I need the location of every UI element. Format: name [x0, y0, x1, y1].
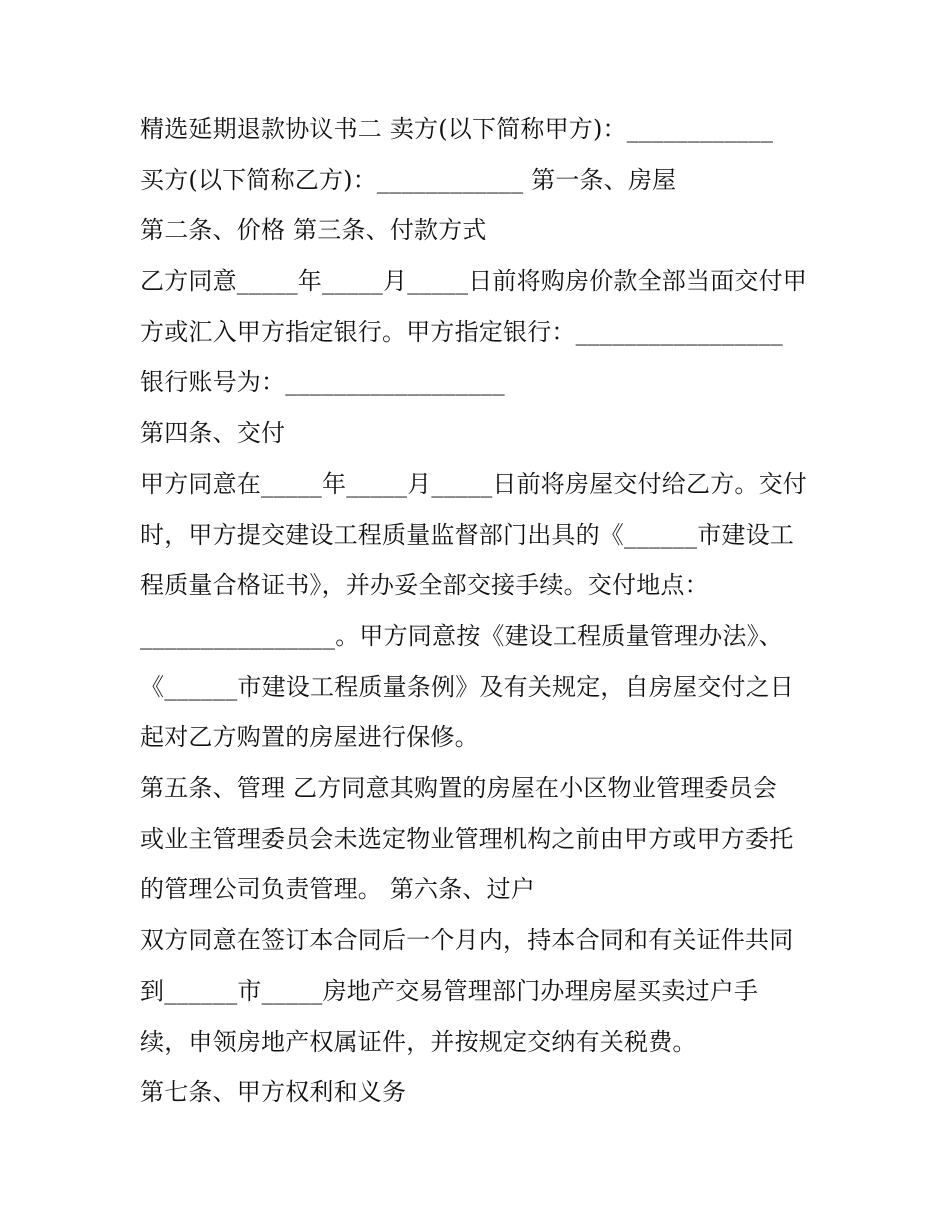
text-line: 双方同意在签订本合同后一个月内，持本合同和有关证件共同: [140, 926, 794, 954]
text-line: 精选延期退款协议书二 卖方(以下简称甲方)：____________: [140, 115, 774, 143]
text-line: 起对乙方购置的房屋进行保修。: [140, 723, 479, 751]
text-line: 甲方同意在_____年_____月_____日前将房屋交付给乙方。交付: [140, 470, 807, 498]
text-line: 方或汇入甲方指定银行。甲方指定银行：_________________: [140, 318, 783, 346]
text-line: 买方(以下简称乙方)：____________ 第一条、房屋: [140, 166, 677, 194]
text-line: 《______市建设工程质量条例》及有关规定，自房屋交付之日: [140, 673, 794, 701]
text-line: 的管理公司负责管理。 第六条、过户: [140, 875, 536, 903]
text-line: 第四条、交付: [140, 419, 286, 447]
text-line: 第五条、管理 乙方同意其购置的房屋在小区物业管理委员会: [140, 774, 778, 802]
text-line: ________________。甲方同意按《建设工程质量管理办法》、: [140, 622, 783, 650]
text-line: 到______市_____房地产交易管理部门办理房屋买卖过户手: [140, 977, 759, 1005]
text-line: 程质量合格证书》，并办妥全部交接手续。交付地点：: [140, 571, 709, 599]
text-line: 时，甲方提交建设工程质量监督部门出具的《______市建设工: [140, 521, 794, 549]
text-line: 续，申领房地产权属证件，并按规定交纳有关税费。: [140, 1028, 697, 1056]
text-line: 银行账号为：__________________: [140, 368, 505, 396]
text-line: 或业主管理委员会未选定物业管理机构之前由甲方或甲方委托: [140, 825, 794, 853]
text-line: 第七条、甲方权利和义务: [140, 1078, 407, 1106]
text-line: 第二条、价格 第三条、付款方式: [140, 216, 487, 244]
text-line: 乙方同意_____年_____月_____日前将购房价款全部当面交付甲: [140, 267, 807, 295]
